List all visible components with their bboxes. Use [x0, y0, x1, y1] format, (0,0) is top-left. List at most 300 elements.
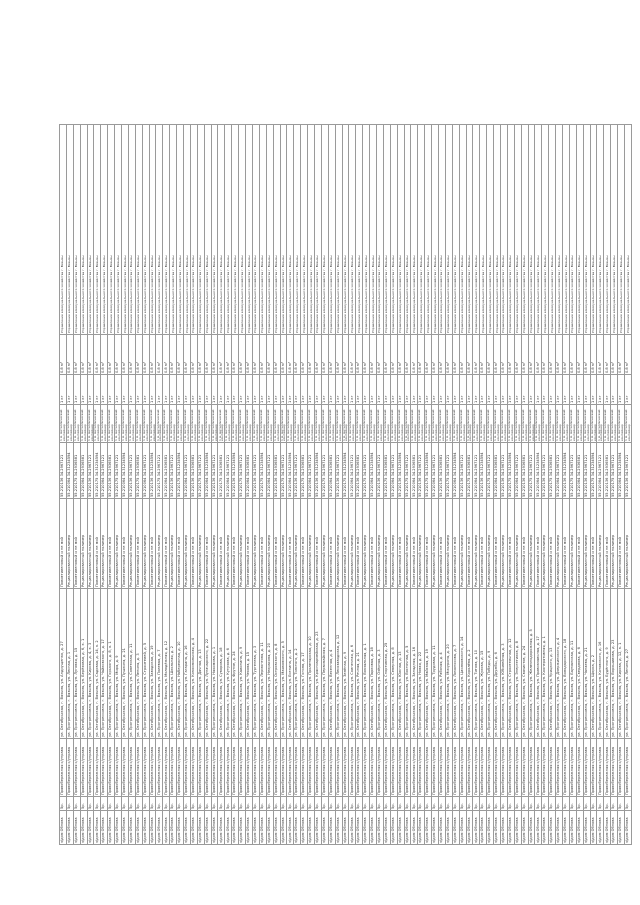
- table-cell: 55.210136 34.2967121: [170, 443, 177, 499]
- table-row: [108, 125, 115, 845]
- table-cell: 1 м. металлический контейнер: [625, 405, 632, 443]
- table-cell: Правобережная с/управа: [87, 739, 94, 797]
- table-cell: Управление коммунального хозяйства г. Вязьмы: [225, 125, 232, 335]
- table-row: [494, 125, 501, 845]
- table-row: [501, 125, 508, 845]
- table-cell: 1 кг: [418, 375, 425, 405]
- table-cell: 5р.: [149, 797, 156, 811]
- table-cell: 0.8 м³: [590, 335, 597, 375]
- table-cell: 55.210064 34.2936581: [80, 443, 87, 499]
- table-cell: з/дом Обнова: [122, 811, 129, 845]
- table-cell: Правобережная с/управа: [590, 739, 597, 797]
- table-cell: 55.210064 34.2936581: [411, 443, 418, 499]
- table-cell: 55.210064 34.2967121: [101, 443, 108, 499]
- table-cell: 5р.: [294, 797, 301, 811]
- table-cell: з/дом Обнова: [266, 811, 273, 845]
- table-cell: 5р.: [301, 797, 308, 811]
- table-cell: з/дом Обнова: [556, 811, 563, 845]
- table-cell: Рециклированный полимер: [225, 499, 232, 589]
- table-cell: 1 м. металлический контейнер: [597, 405, 604, 443]
- table-cell: з/дом Обнова: [73, 811, 80, 845]
- table-cell: 1 кг: [128, 375, 135, 405]
- table-cell: ул. Октябрьская, г. Вязьма, ул. Парковая, д. 18: [370, 589, 377, 739]
- table-cell: 1 кг: [356, 375, 363, 405]
- table-cell: 5р.: [363, 797, 370, 811]
- table-cell: ул. Октябрьская, г. Вязьма, ул. Островского, д. 8: [273, 589, 280, 739]
- table-row: [80, 125, 87, 845]
- table-cell: ул. Прогрессивна, г. Вязьма, ул. Юбилейная, д. 3: [501, 589, 508, 739]
- table-cell: 5р.: [156, 797, 163, 811]
- table-cell: Управление коммунального хозяйства г. Вязьмы: [363, 125, 370, 335]
- table-cell: Рециклированный полимер: [611, 499, 618, 589]
- table-cell: Рециклированный полимер: [87, 499, 94, 589]
- table-cell: 1 кг: [556, 375, 563, 405]
- table-cell: 5р.: [335, 797, 342, 811]
- table-cell: Правобережная с/управа: [321, 739, 328, 797]
- table-cell: Правобережная с/управа: [142, 739, 149, 797]
- table-cell: Полиэтиленовый и не мой: [108, 499, 115, 589]
- table-cell: 5р.: [590, 797, 597, 811]
- table-cell: з/дом Обнова: [418, 811, 425, 845]
- table-cell: 1 кг: [542, 375, 549, 405]
- table-cell: Управление коммунального хозяйства г. Вязьмы: [328, 125, 335, 335]
- table-cell: Управление коммунального хозяйства г. Вязьмы: [273, 125, 280, 335]
- table-cell: Полиэтиленовый и не мой: [466, 499, 473, 589]
- table-cell: 1 кг: [335, 375, 342, 405]
- table-cell: ул. Прогрессивна, г. Вязьма, ул. Мичурина, д. 20: [445, 589, 452, 739]
- table-cell: 1 кг: [301, 375, 308, 405]
- table-cell: 1 м. металлический контейнер: [556, 405, 563, 443]
- table-cell: Рециклированный полимер: [487, 499, 494, 589]
- table-cell: Управление коммунального хозяйства г. Вязьмы: [239, 125, 246, 335]
- table-cell: Правобережная с/управа: [625, 739, 632, 797]
- table-row: [521, 125, 528, 845]
- table-row: [73, 125, 80, 845]
- table-cell: 1 м. металлический контейнер: [149, 405, 156, 443]
- table-cell: Рециклированный полимер: [294, 499, 301, 589]
- table-row: [459, 125, 466, 845]
- table-cell: 0.8 м³: [514, 335, 521, 375]
- table-cell: ул. Прогрессивна, г. Вязьма, ул. Чапаева, д. 21: [583, 589, 590, 739]
- table-cell: Управление коммунального хозяйства г. Вязьмы: [376, 125, 383, 335]
- table-cell: 1 м. металлический контейнер: [156, 405, 163, 443]
- table-cell: 1 кг: [549, 375, 556, 405]
- table-cell: з/дом Обнова: [376, 811, 383, 845]
- table-cell: з/дом Обнова: [514, 811, 521, 845]
- table-cell: Правобережная с/управа: [308, 739, 315, 797]
- table-cell: 1 кг: [569, 375, 576, 405]
- table-cell: 1 кг: [308, 375, 315, 405]
- table-cell: Управление коммунального хозяйства г. Вязьмы: [204, 125, 211, 335]
- table-cell: з/дом Обнова: [246, 811, 253, 845]
- table-cell: ул. Октябрьская, г. Вязьма, ул. Ломоносова, д. 7: [452, 589, 459, 739]
- table-cell: Правобережная с/управа: [576, 739, 583, 797]
- table-cell: 55.210175 34.2936581: [218, 443, 225, 499]
- table-cell: ул. Октябрьская, г. Вязьма, ул. Есенина, д. 14: [287, 589, 294, 739]
- table-cell: 1 м. металлический контейнер: [128, 405, 135, 443]
- table-cell: Полиэтиленовый и не мой: [301, 499, 308, 589]
- table-row: [383, 125, 390, 845]
- table-cell: ул. Октябрьская, г. Вязьма, ул. Кирова, д. 12, к. 1: [618, 589, 625, 739]
- table-cell: 1 кг: [521, 375, 528, 405]
- table-cell: Управление коммунального хозяйства г. Вязьмы: [618, 125, 625, 335]
- table-cell: 0.8 м³: [438, 335, 445, 375]
- table-row: [156, 125, 163, 845]
- table-cell: з/дом Обнова: [149, 811, 156, 845]
- table-cell: 1 м. металлический контейнер: [590, 405, 597, 443]
- table-cell: Правобережная с/управа: [356, 739, 363, 797]
- table-row: [445, 125, 452, 845]
- table-cell: з/дом Обнова: [411, 811, 418, 845]
- table-cell: ул. Октябрьская, г. Вязьма, ул. Связистов, д. 24: [521, 589, 528, 739]
- table-cell: 0.8 м³: [108, 335, 115, 375]
- table-cell: Полиэтиленовый и не мой: [342, 499, 349, 589]
- table-cell: 1 м. металлический контейнер: [390, 405, 397, 443]
- table-cell: Правобережная с/управа: [287, 739, 294, 797]
- table-cell: 55.210175 34.2967121: [404, 443, 411, 499]
- table-cell: Рециклированный полимер: [376, 499, 383, 589]
- table-cell: Правобережная с/управа: [232, 739, 239, 797]
- table-cell: 5р.: [514, 797, 521, 811]
- table-cell: 1 м. металлический контейнер: [549, 405, 556, 443]
- table-cell: 5р.: [556, 797, 563, 811]
- table-cell: 1 м. металлический контейнер: [452, 405, 459, 443]
- table-cell: 5р.: [342, 797, 349, 811]
- table-cell: Правобережная с/управа: [225, 739, 232, 797]
- table-cell: з/дом Обнова: [356, 811, 363, 845]
- table-cell: Рециклированный полимер: [197, 499, 204, 589]
- table-cell: Рециклированный полимер: [569, 499, 576, 589]
- table-cell: 55.210064 34.2936581: [163, 443, 170, 499]
- table-row: [308, 125, 315, 845]
- table-cell: 5р.: [128, 797, 135, 811]
- table-cell: Правобережная с/управа: [204, 739, 211, 797]
- table-cell: Правобережная с/управа: [66, 739, 73, 797]
- table-row: [149, 125, 156, 845]
- table-cell: 1 кг: [473, 375, 480, 405]
- table-cell: Правобережная с/управа: [480, 739, 487, 797]
- table-cell: ул. Октябрьская, г. Вязьма, ул. Строительная, д. 12: [507, 589, 514, 739]
- table-cell: Управление коммунального хозяйства г. Вязьмы: [535, 125, 542, 335]
- table-cell: з/дом Обнова: [280, 811, 287, 845]
- table-cell: ул. Октябрьская, г. Вязьма, ул. Урицкого, д. 13: [549, 589, 556, 739]
- table-cell: 5р.: [356, 797, 363, 811]
- table-cell: 5р.: [246, 797, 253, 811]
- table-cell: 55.210175 34.2967121: [321, 443, 328, 499]
- table-cell: Полиэтиленовый и не мой: [246, 499, 253, 589]
- table-cell: 1 кг: [563, 375, 570, 405]
- table-cell: Правобережная с/управа: [177, 739, 184, 797]
- table-row: [273, 125, 280, 845]
- table-cell: 1 кг: [349, 375, 356, 405]
- table-cell: Полиэтиленовый и не мой: [535, 499, 542, 589]
- table-cell: ул. Октябрьская, г. Вязьма, ул. Лермонтова, д. 11: [259, 589, 266, 739]
- table-cell: 1 м. металлический контейнер: [425, 405, 432, 443]
- table-cell: Управление коммунального хозяйства г. Вязьмы: [80, 125, 87, 335]
- table-cell: 55.210064 34.31234594: [535, 443, 542, 499]
- table-cell: 5р.: [135, 797, 142, 811]
- table-cell: Правобережная с/управа: [473, 739, 480, 797]
- table-cell: з/дом Обнова: [294, 811, 301, 845]
- table-cell: 5р.: [473, 797, 480, 811]
- table-cell: 0.8 м³: [473, 335, 480, 375]
- table-cell: 55.210064 34.2967121: [473, 443, 480, 499]
- table-cell: Управление коммунального хозяйства г. Вязьмы: [397, 125, 404, 335]
- table-cell: Полиэтиленовый и не мой: [177, 499, 184, 589]
- table-cell: 55.210136 34.2967121: [335, 443, 342, 499]
- table-cell: ул. Октябрьская, г. Вязьма, ул. Садовая, д. 14, к. 2: [94, 589, 101, 739]
- table-row: [232, 125, 239, 845]
- table-row: [625, 125, 632, 845]
- table-cell: Правобережная с/управа: [156, 739, 163, 797]
- table-cell: 5р.: [611, 797, 618, 811]
- table-cell: 55.210064 34.2967121: [349, 443, 356, 499]
- table-cell: ул. Октябрьская, г. Вязьма, ул. Фрунзе, д. 24: [232, 589, 239, 739]
- table-row: [438, 125, 445, 845]
- table-cell: 55.210136 34.2967121: [128, 443, 135, 499]
- table-cell: з/дом Обнова: [383, 811, 390, 845]
- table-row: [184, 125, 191, 845]
- table-cell: Управление коммунального хозяйства г. Вязьмы: [232, 125, 239, 335]
- table-cell: 1 кг: [321, 375, 328, 405]
- table-cell: 5р.: [308, 797, 315, 811]
- table-cell: 5р.: [259, 797, 266, 811]
- table-cell: 1 м. металлический контейнер: [204, 405, 211, 443]
- table-cell: Рециклированный полимер: [156, 499, 163, 589]
- table-cell: з/дом Обнова: [239, 811, 246, 845]
- table-cell: Рециклированный полимер: [473, 499, 480, 589]
- table-cell: 0.8 м³: [411, 335, 418, 375]
- table-cell: 55.210064 34.31234594: [287, 443, 294, 499]
- table-cell: 55.210175 34.2936581: [383, 443, 390, 499]
- table-cell: ул. Октябрьская, г. Вязьма, ул. Западная, д. 16: [411, 589, 418, 739]
- table-cell: Полиэтиленовый и не мой: [273, 499, 280, 589]
- table-cell: з/дом Обнова: [494, 811, 501, 845]
- table-cell: з/дом Обнова: [60, 811, 67, 845]
- table-cell: 1 кг: [314, 375, 321, 405]
- table-cell: 1 кг: [225, 375, 232, 405]
- table-cell: 1 кг: [273, 375, 280, 405]
- table-cell: 1 м. металлический контейнер: [135, 405, 142, 443]
- table-cell: 0.8 м³: [569, 335, 576, 375]
- table-cell: з/дом Обнова: [94, 811, 101, 845]
- table-cell: 0.8 м³: [128, 335, 135, 375]
- table-cell: 0.8 м³: [177, 335, 184, 375]
- table-row: [390, 125, 397, 845]
- table-cell: 0.8 м³: [156, 335, 163, 375]
- table-cell: Правобережная с/управа: [328, 739, 335, 797]
- table-cell: 0.8 м³: [314, 335, 321, 375]
- table-cell: Правобережная с/управа: [425, 739, 432, 797]
- table-cell: 1 м. металлический контейнер: [87, 405, 94, 443]
- table-cell: Рециклированный полимер: [459, 499, 466, 589]
- table-cell: Полиэтиленовый и не мой: [73, 499, 80, 589]
- table-cell: 1 м. металлический контейнер: [342, 405, 349, 443]
- table-cell: 5р.: [60, 797, 67, 811]
- table-cell: Правобережная с/управа: [411, 739, 418, 797]
- table-cell: 1 кг: [177, 375, 184, 405]
- table-row: [115, 125, 122, 845]
- table-cell: Полиэтиленовый и не мой: [549, 499, 556, 589]
- table-cell: ул. Прогрессивна, г. Вязьма, ул. Энергетиков, д. 8: [514, 589, 521, 739]
- table-cell: 0.8 м³: [611, 335, 618, 375]
- table-cell: 1 кг: [445, 375, 452, 405]
- table-cell: Управление коммунального хозяйства г. Вязьмы: [266, 125, 273, 335]
- table-cell: Управление коммунального хозяйства г. Вязьмы: [170, 125, 177, 335]
- table-cell: Управление коммунального хозяйства г. Вязьмы: [294, 125, 301, 335]
- table-cell: Правобережная с/управа: [239, 739, 246, 797]
- table-cell: ул. Прогрессивна, г. Вязьма, ул. Титова, д. 10: [473, 589, 480, 739]
- table-cell: 1 кг: [197, 375, 204, 405]
- table-cell: Правобережная с/управа: [115, 739, 122, 797]
- table-cell: 55.210064 34.2936581: [328, 443, 335, 499]
- table-row: [363, 125, 370, 845]
- table-cell: Правобережная с/управа: [445, 739, 452, 797]
- table-cell: 0.8 м³: [535, 335, 542, 375]
- table-row: [604, 125, 611, 845]
- table-cell: 1 м. металлический контейнер: [314, 405, 321, 443]
- table-cell: 1 м. металлический контейнер: [466, 405, 473, 443]
- table-cell: ул. Прогрессивна, г. Вязьма, ул. Победы, д. 9: [487, 589, 494, 739]
- table-cell: Управление коммунального хозяйства г. Вязьмы: [142, 125, 149, 335]
- table-row: [535, 125, 542, 845]
- table-cell: 0.8 м³: [190, 335, 197, 375]
- table-cell: ул. Прогрессивна, г. Вязьма, ул. Котовского, д. 16: [597, 589, 604, 739]
- table-row: [473, 125, 480, 845]
- table-row: [301, 125, 308, 845]
- table-cell: 55.210136 34.2936581: [190, 443, 197, 499]
- table-cell: 1 м. металлический контейнер: [411, 405, 418, 443]
- table-cell: Управление коммунального хозяйства г. Вязьмы: [432, 125, 439, 335]
- table-cell: 5р.: [211, 797, 218, 811]
- table-cell: 0.8 м³: [466, 335, 473, 375]
- table-cell: 55.210064 34.31234594: [452, 443, 459, 499]
- table-cell: Рециклированный полимер: [211, 499, 218, 589]
- table-cell: Правобережная с/управа: [583, 739, 590, 797]
- table-cell: 1 кг: [370, 375, 377, 405]
- rotated-table-wrapper: [59, 125, 631, 845]
- table-cell: Правобережная с/управа: [452, 739, 459, 797]
- table-cell: Правобережная с/управа: [549, 739, 556, 797]
- table-cell: 1 м. металлический контейнер: [225, 405, 232, 443]
- table-row: [563, 125, 570, 845]
- table-cell: з/дом Обнова: [604, 811, 611, 845]
- table-cell: з/дом Обнова: [80, 811, 87, 845]
- table-cell: з/дом Обнова: [535, 811, 542, 845]
- table-cell: 55.210064 34.2967121: [225, 443, 232, 499]
- table-cell: 5р.: [80, 797, 87, 811]
- table-cell: 1 м. металлический контейнер: [239, 405, 246, 443]
- table-cell: 0.8 м³: [94, 335, 101, 375]
- table-row: [101, 125, 108, 845]
- table-cell: 0.8 м³: [197, 335, 204, 375]
- table-cell: Управление коммунального хозяйства г. Вязьмы: [246, 125, 253, 335]
- table-cell: 5р.: [528, 797, 535, 811]
- table-cell: з/дом Обнова: [528, 811, 535, 845]
- table-cell: ул. Прогрессивна, г. Вязьма, ул. Новая, д. 22: [418, 589, 425, 739]
- table-cell: 5р.: [452, 797, 459, 811]
- table-cell: 0.8 м³: [494, 335, 501, 375]
- table-cell: 1 кг: [404, 375, 411, 405]
- table-cell: з/дом Обнова: [501, 811, 508, 845]
- table-cell: 0.8 м³: [425, 335, 432, 375]
- table-cell: 5р.: [101, 797, 108, 811]
- table-cell: 1 кг: [80, 375, 87, 405]
- table-cell: ул. Октябрьская, г. Вязьма, ул. Володарского, д. 18: [563, 589, 570, 739]
- table-cell: 0.8 м³: [184, 335, 191, 375]
- table-cell: ул. Октябрьская, г. Вязьма, ул. Свердлова, д. 6: [576, 589, 583, 739]
- table-cell: 1 м. металлический контейнер: [142, 405, 149, 443]
- table-cell: 1 кг: [259, 375, 266, 405]
- table-cell: Управление коммунального хозяйства г. Вязьмы: [184, 125, 191, 335]
- table-cell: Рециклированный полимер: [115, 499, 122, 589]
- table-row: [259, 125, 266, 845]
- table-cell: ул. Октябрьская, г. Вязьма, ул. Дружбы, д. 6: [494, 589, 501, 739]
- table-cell: з/дом Обнова: [101, 811, 108, 845]
- table-cell: 5р.: [576, 797, 583, 811]
- table-cell: Управление коммунального хозяйства г. Вязьмы: [625, 125, 632, 335]
- table-cell: Правобережная с/управа: [342, 739, 349, 797]
- table-cell: 5р.: [487, 797, 494, 811]
- table-cell: 1 м. металлический контейнер: [563, 405, 570, 443]
- table-cell: 55.210175 34.2967121: [569, 443, 576, 499]
- table-cell: Рециклированный полимер: [308, 499, 315, 589]
- table-cell: 1 кг: [576, 375, 583, 405]
- table-cell: 55.210136 34.2967121: [87, 443, 94, 499]
- table-cell: Правобережная с/управа: [466, 739, 473, 797]
- table-cell: Управление коммунального хозяйства г. Вязьмы: [115, 125, 122, 335]
- table-cell: 5р.: [390, 797, 397, 811]
- table-cell: 55.210136 34.2967121: [542, 443, 549, 499]
- table-cell: Управление коммунального хозяйства г. Вязьмы: [501, 125, 508, 335]
- table-cell: 0.8 м³: [521, 335, 528, 375]
- table-cell: ул. Прогрессивна, г. Вязьма, ул. Полевая, д. 7: [156, 589, 163, 739]
- table-cell: ул. Прогрессивна, г. Вязьма, ул. Дзержинского, д. 4: [556, 589, 563, 739]
- table-cell: 1 кг: [266, 375, 273, 405]
- table-cell: 1 кг: [101, 375, 108, 405]
- table-cell: 5р.: [418, 797, 425, 811]
- table-cell: Правобережная с/управа: [507, 739, 514, 797]
- table-cell: 0.8 м³: [122, 335, 129, 375]
- table-cell: Правобережная с/управа: [280, 739, 287, 797]
- table-cell: 1 кг: [135, 375, 142, 405]
- table-row: [211, 125, 218, 845]
- table-cell: 1 кг: [142, 375, 149, 405]
- table-cell: 0.8 м³: [432, 335, 439, 375]
- table-cell: з/дом Обнова: [507, 811, 514, 845]
- table-row: [514, 125, 521, 845]
- table-cell: Рециклированный полимер: [252, 499, 259, 589]
- table-cell: Рециклированный полимер: [142, 499, 149, 589]
- table-cell: Рециклированный полимер: [335, 499, 342, 589]
- table-cell: Управление коммунального хозяйства г. Вязьмы: [342, 125, 349, 335]
- table-cell: 5р.: [438, 797, 445, 811]
- table-cell: 1 кг: [397, 375, 404, 405]
- table-cell: Правобережная с/управа: [252, 739, 259, 797]
- table-cell: 1 кг: [122, 375, 129, 405]
- table-cell: з/дом Обнова: [204, 811, 211, 845]
- table-cell: 1 м. металлический контейнер: [259, 405, 266, 443]
- table-cell: 1 м. металлический контейнер: [115, 405, 122, 443]
- table-cell: Полиэтиленовый и не мой: [480, 499, 487, 589]
- table-cell: 1 кг: [204, 375, 211, 405]
- table-cell: 55.210175 34.2967121: [239, 443, 246, 499]
- table-cell: 5р.: [66, 797, 73, 811]
- table-row: [370, 125, 377, 845]
- table-cell: ул. Октябрьская, г. Вязьма, ул. Рабочая, д. 4: [438, 589, 445, 739]
- table-cell: 55.210136 34.31234594: [314, 443, 321, 499]
- table-cell: 1 кг: [528, 375, 535, 405]
